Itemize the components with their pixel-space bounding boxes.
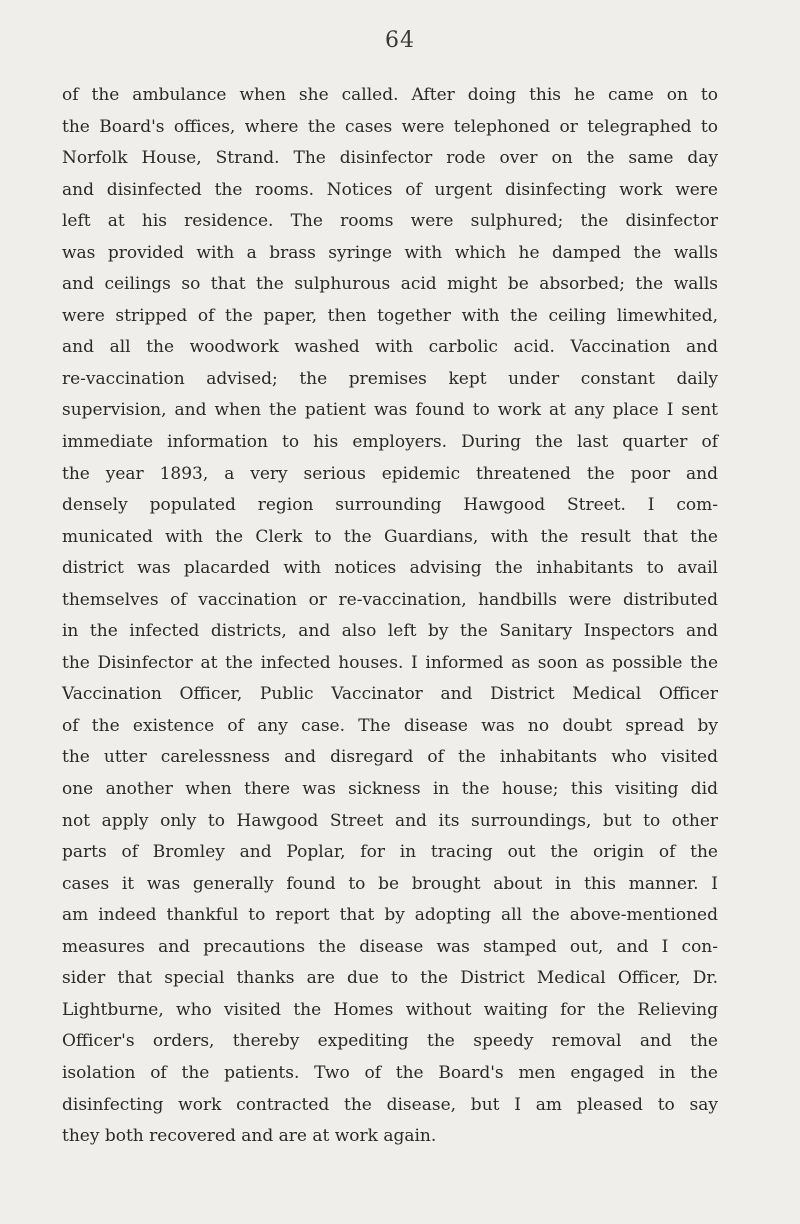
text-line: was provided with a brass syringe with which he damped the walls	[62, 242, 718, 263]
text-line: am indeed thankful to report that by adopting all the above-mentioned	[62, 905, 718, 926]
text-line: the year 1893, a very serious epidemic threatened the poor and	[62, 463, 718, 484]
text-line: Lightburne, who visited the Homes without waiting for the Relieving	[62, 999, 718, 1020]
text-line: immediate information to his employers. During the last quarter of	[62, 432, 718, 453]
text-line: left at his residence. The rooms were sulphured; the disinfector	[62, 211, 718, 232]
text-line: re-vaccination advised; the premises kept under constant daily	[62, 368, 718, 389]
text-line: of the existence of any case. The disease was no doubt spread by	[62, 715, 718, 736]
text-line: and ceilings so that the sulphurous acid might be absorbed; the walls	[62, 274, 718, 295]
text-line: supervision, and when the patient was found to work at any place I sent	[62, 400, 718, 421]
text-line: Norfolk House, Strand. The disinfector rode over on the same day	[62, 148, 718, 169]
text-line: Officer's orders, thereby expediting the speedy removal and the	[62, 1031, 718, 1052]
text-line: themselves of vaccination or re-vaccination, handbills were distributed	[62, 589, 718, 610]
text-line: measures and precautions the disease was stamped out, and I con-	[62, 936, 718, 957]
text-line: the utter carelessness and disregard of the inhabitants who visited	[62, 747, 718, 768]
text-line: municated with the Clerk to the Guardians, with the result that the	[62, 526, 718, 547]
text-line: were stripped of the paper, then together with the ceiling limewhited,	[62, 305, 718, 326]
text-line: and all the woodwork washed with carbolic acid. Vaccination and	[62, 337, 718, 358]
text-line: of the ambulance when she called. After doing this he came on to	[62, 85, 718, 105]
text-line: in the infected districts, and also left by the Sanitary Inspectors and	[62, 621, 718, 642]
text-line: and disinfected the rooms. Notices of urgent disinfecting work were	[62, 179, 718, 200]
text-line: they both recovered and are at work again.	[62, 1126, 437, 1147]
text-line: sider that special thanks are due to the District Medical Officer, Dr.	[62, 968, 718, 989]
text-line: cases it was generally found to be brought about in this manner. I	[62, 873, 718, 894]
text-line: disinfecting work contracted the disease, but I am pleased to say	[62, 1094, 718, 1115]
text-line: not apply only to Hawgood Street and its surroundings, but to other	[62, 810, 718, 831]
text-line: one another when there was sickness in the house; this visiting did	[62, 779, 718, 800]
text-line: the Board's offices, where the cases were telephoned or telegraphed to	[62, 116, 718, 137]
text-line: the Disinfector at the infected houses. I informed as soon as possible the	[62, 652, 718, 673]
text-line: district was placarded with notices advising the inhabitants to avail	[62, 558, 718, 579]
text-line: parts of Bromley and Poplar, for in tracing out the origin of the	[62, 842, 718, 863]
body-paragraph	[62, 80, 718, 1153]
text-line: densely populated region surrounding Hawgood Street. I com-	[62, 495, 718, 516]
page-number: 64	[385, 28, 415, 53]
text-line: isolation of the patients. Two of the Board's men engaged in the	[62, 1062, 718, 1083]
text-line: Vaccination Officer, Public Vaccinator and District Medical Officer	[62, 684, 718, 705]
